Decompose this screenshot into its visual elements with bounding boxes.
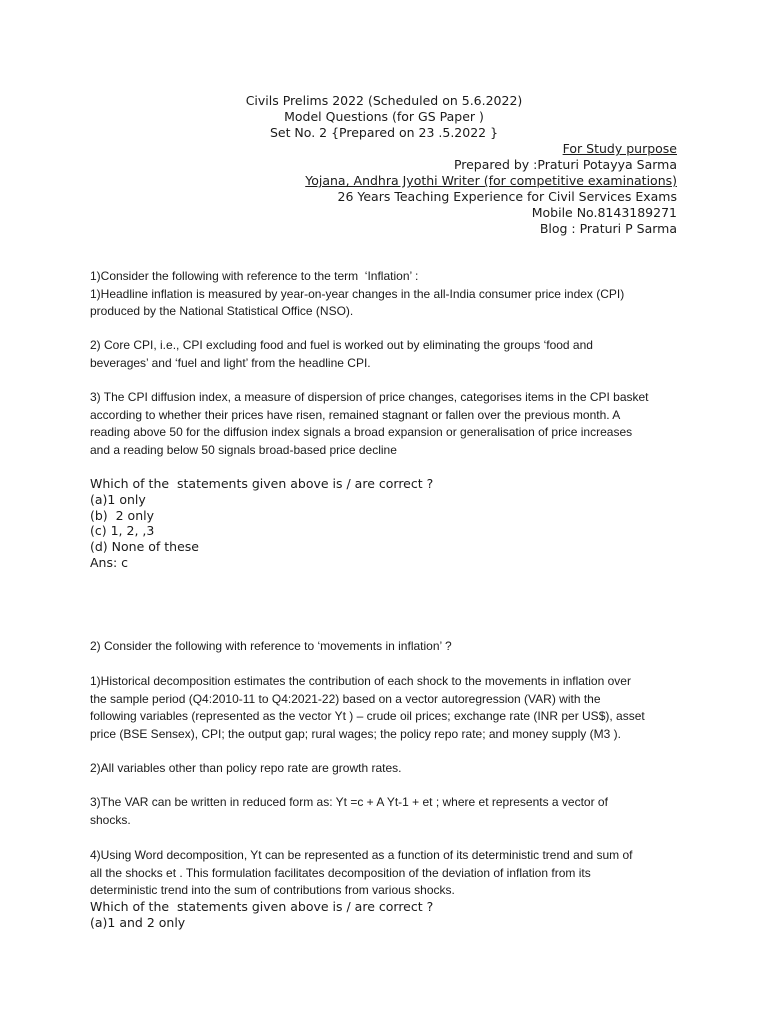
study-purpose-note: For Study purpose <box>562 141 677 156</box>
q2-statement-1 <box>90 673 690 743</box>
statement-line: produced by the National Statistical Office (NSO). <box>90 304 354 318</box>
mobile-number: Mobile No.8143189271 <box>531 205 677 220</box>
prepared-by: Prepared by :Praturi Potayya Sarma <box>453 157 677 172</box>
q2-statement-4 <box>90 847 690 900</box>
statement-line: and a reading below 50 signals broad-based price decline <box>90 442 397 457</box>
question-2 <box>90 638 690 656</box>
option-b: (b) 2 only <box>90 507 155 523</box>
set-line: Set No. 2 {Prepared on 23 .5.2022 } <box>269 125 499 140</box>
writer-credit: Yojana, Andhra Jyothi Writer (for competitive examinations) <box>305 173 677 188</box>
statement-line: 1)Historical decomposition estimates the contribution of each shock to the movements in inflation over <box>90 674 631 688</box>
statement-line: 2)All variables other than policy repo rate are growth rates. <box>90 761 402 775</box>
statement-line: reading above 50 for the diffusion index signals a broad expansion or generalisation of price increases <box>90 425 633 439</box>
statement-line: 2) Core CPI, i.e., CPI excluding food and fuel is worked out by eliminating the groups ‘food and <box>90 338 593 352</box>
statement-3 <box>90 389 690 459</box>
option-a: (a)1 only <box>90 491 146 507</box>
doc-subtitle: Model Questions (for GS Paper ) <box>284 109 484 124</box>
statement-line: all the shocks et . This formulation facilitates decomposition of the deviation of inflation from its <box>90 865 591 880</box>
teaching-experience: 26 Years Teaching Experience for Civil Services Exams <box>337 189 677 204</box>
statement-line: deterministic trend into the sum of contributions from various shocks. <box>90 883 455 897</box>
question-intro: 2) Consider the following with reference to ‘movements in inflation’ ? <box>90 639 452 653</box>
option-c: (c) 1, 2, ,3 <box>90 523 155 539</box>
statement-line: according to whether their prices have risen, remained stagnant or fallen over the previous month. A <box>90 407 621 422</box>
answer: Ans: c <box>90 554 129 570</box>
q2-options <box>90 899 690 931</box>
q2-statement-3 <box>90 794 690 829</box>
option-d: (d) None of these <box>90 539 199 555</box>
blog-name: Blog : Praturi P Sarma <box>539 221 677 236</box>
question-prompt: Which of the statements given above is / are correct ? <box>90 476 434 491</box>
statement-line: the sample period (Q4:2010-11 to Q4:2021-22) based on a vector autoregression (VAR) with the <box>90 691 601 706</box>
doc-title: Civils Prelims 2022 (Scheduled on 5.6.2022) <box>245 93 523 108</box>
statement-2 <box>90 337 690 372</box>
statement-line: beverages’ and ‘fuel and light’ from the headline CPI. <box>90 355 371 370</box>
statement-line: following variables (represented as the vector Yt ) – crude oil prices; exchange rate (INR per US$), asset <box>90 709 645 723</box>
question-prompt: Which of the statements given above is / are correct ? <box>90 899 434 914</box>
question-1 <box>90 268 690 321</box>
statement-line: 4)Using Word decomposition, Yt can be represented as a function of its deterministic trend and sum of <box>90 848 633 862</box>
q1-options <box>90 476 690 571</box>
statement-line: 3)The VAR can be written in reduced form as: Yt =c + A Yt-1 + et ; where et represents a vector of <box>90 795 608 809</box>
option-a: (a)1 and 2 only <box>90 914 186 930</box>
statement-line: shocks. <box>90 812 131 827</box>
statement-line: price (BSE Sensex), CPI; the output gap; rural wages; the policy repo rate; and money supply (M3 ). <box>90 726 621 741</box>
question-intro: 1)Consider the following with reference to the term ‘Inflation’ : <box>90 269 419 283</box>
q2-statement-2 <box>90 760 690 778</box>
statement-line: 1)Headline inflation is measured by year-on-year changes in the all-India consumer price index (CPI) <box>90 286 625 301</box>
statement-line: 3) The CPI diffusion index, a measure of dispersion of price changes, categorises items in the CPI basket <box>90 390 649 404</box>
